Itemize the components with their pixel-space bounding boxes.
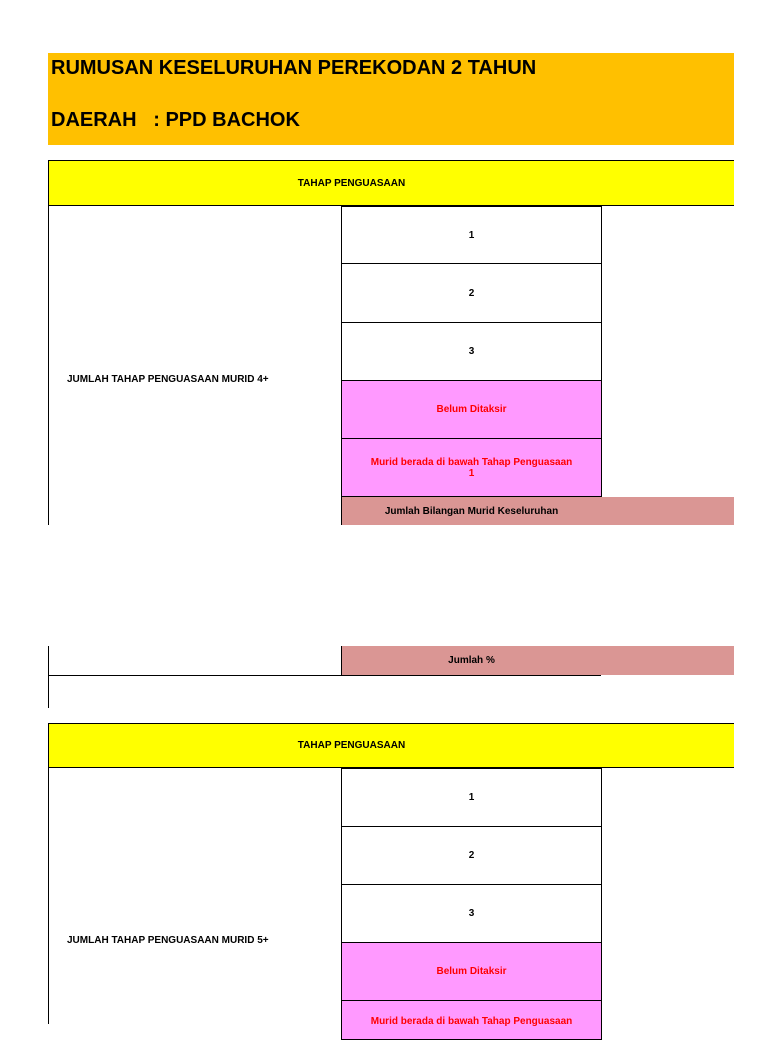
percent-text: Jumlah % xyxy=(448,655,495,666)
section2-level-2-text: 2 xyxy=(468,850,475,861)
section1-below-level xyxy=(341,438,602,497)
section1-left-border xyxy=(48,206,49,525)
section2-level-3-text: 3 xyxy=(468,908,475,919)
section2-level-1-text: 1 xyxy=(468,792,475,803)
section2-level-3 xyxy=(341,884,602,943)
section1-heading-text: TAHAP PENGUASAAN xyxy=(297,177,406,189)
section2-left-border xyxy=(48,768,49,1024)
percent-left-border xyxy=(48,646,49,708)
district-label: DAERAH : PPD BACHOK xyxy=(51,109,300,131)
section2-heading-text: TAHAP PENGUASAAN xyxy=(297,740,406,751)
section1-heading xyxy=(48,160,734,206)
section1-level-3 xyxy=(341,322,602,381)
section1-total-text: Jumlah Bilangan Murid Keseluruhan xyxy=(384,505,559,517)
section1-level-2-text: 2 xyxy=(468,287,475,299)
section2-belum-text: Belum Ditaksir xyxy=(436,966,507,977)
section2-level-2 xyxy=(341,826,602,885)
section1-level-1-text: 1 xyxy=(468,229,475,241)
percent-bottom-line xyxy=(48,675,601,676)
section1-level-2 xyxy=(341,263,602,323)
section1-below-line2: 1 xyxy=(468,467,475,479)
section1-total-row xyxy=(341,497,734,525)
section2-below-level xyxy=(341,1000,602,1040)
section2-belum-ditaksir xyxy=(341,942,602,1001)
section2-level-1 xyxy=(341,768,602,827)
percent-row xyxy=(341,646,734,675)
section2-heading xyxy=(48,723,734,768)
section1-row-label: JUMLAH TAHAP PENGUASAAN MURID 4+ xyxy=(67,374,269,385)
section1-level-1 xyxy=(341,206,602,264)
section2-row-label: JUMLAH TAHAP PENGUASAAN MURID 5+ xyxy=(67,935,269,946)
section2-below-line1: Murid berada di bawah Tahap Penguasaan xyxy=(370,1016,573,1027)
section1-belum-ditaksir xyxy=(341,380,602,439)
section1-below-line1: Murid berada di bawah Tahap Penguasaan xyxy=(370,456,573,468)
report-title: RUMUSAN KESELURUHAN PEREKODAN 2 TAHUN xyxy=(51,57,537,79)
section1-level-3-text: 3 xyxy=(468,346,475,357)
section1-belum-text: Belum Ditaksir xyxy=(436,404,507,415)
